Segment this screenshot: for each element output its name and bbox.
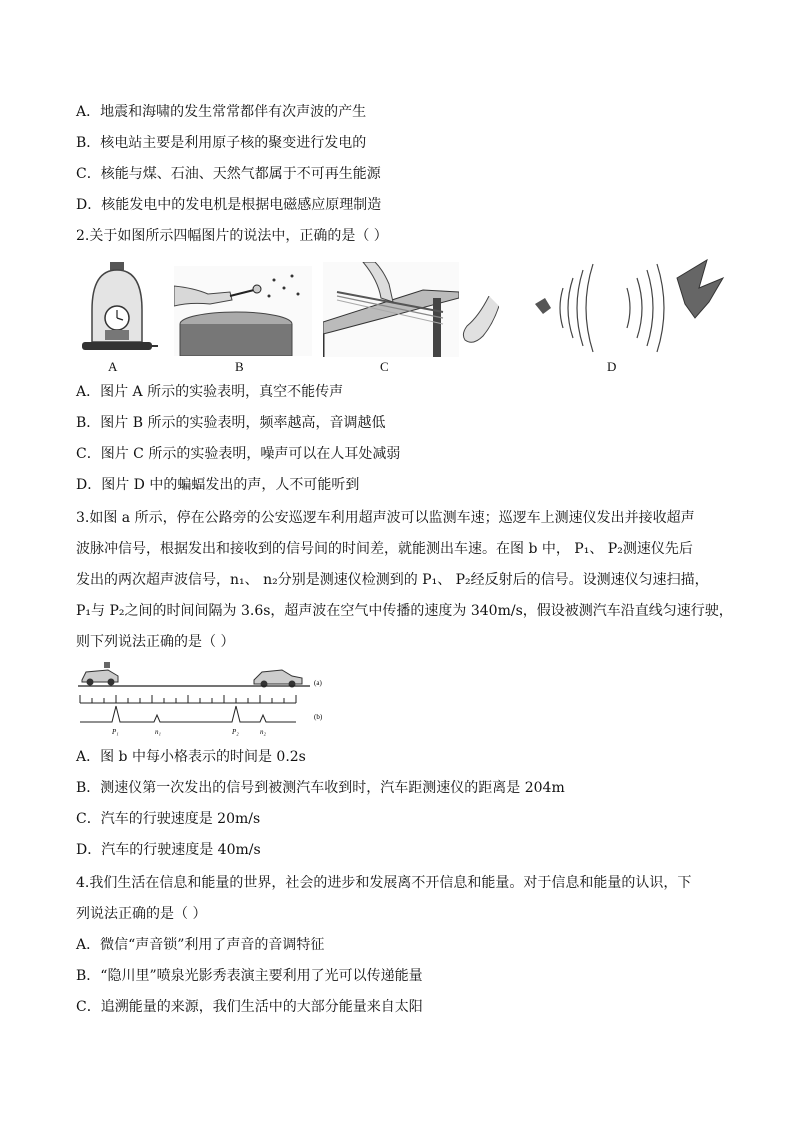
police-car-icon	[82, 662, 118, 686]
q4-stem-line-2: 列说法正确的是（ ）	[76, 906, 207, 922]
q4-option-c: C．追溯能量的来源，我们生活中的大部分能量来自太阳	[76, 999, 423, 1015]
q3-option-d: D．汽车的行驶速度是 40m/s	[76, 842, 261, 858]
label-n2: n₂	[260, 728, 266, 736]
car-icon	[254, 670, 302, 688]
ruler-table-figure	[323, 262, 459, 357]
q3-stem-line-4: P₁与 P₂之间的时间间隔为 3.6s，超声波在空气中传播的速度为 340m/s，假设被测汽车沿直线匀速行驶，	[76, 603, 733, 619]
fig-label-b: (b)	[314, 713, 323, 721]
label-n1: n₁	[155, 728, 161, 736]
q4-option-b: B．“隐川里”喷泉光影秀表演主要利用了光可以传递能量	[76, 968, 423, 984]
label-p1: P₁	[112, 728, 119, 736]
finger-figure	[459, 296, 499, 348]
q2-option-d: D．图片 D 中的蝙蝠发出的声，人不可能听到	[76, 477, 360, 493]
q3-option-c: C．汽车的行驶速度是 20m/s	[76, 811, 261, 827]
label-p2: P₂	[232, 728, 239, 736]
bell-jar-figure	[78, 260, 158, 358]
q4-option-a: A．微信“声音锁”利用了声音的音调特征	[76, 937, 325, 953]
q2-stem: 2.关于如图所示四幅图片的说法中，正确的是（ ）	[76, 228, 388, 244]
q1-option-c: C．核能与煤、石油、天然气都属于不可再生能源	[76, 166, 381, 182]
fig-label-b: B	[235, 359, 244, 374]
fig-label-a: A	[108, 359, 118, 374]
q2-option-b: B．图片 B 所示的实验表明，频率越高，音调越低	[76, 415, 386, 431]
q3-option-a: A．图 b 中每小格表示的时间是 0.2s	[76, 749, 306, 765]
q3-stem-line-2: 波脉冲信号，根据发出和接收到的信号间的时间差，就能测出车速。在图 b 中， P₁、 P₂测速仪先后	[76, 541, 693, 557]
q4-stem-line-1: 4.我们生活在信息和能量的世界，社会的进步和发展离不开信息和能量。对于信息和能量的认识，下	[76, 875, 692, 891]
q1-option-a: A．地震和海啸的发生常常都伴有次声波的产生	[76, 104, 367, 120]
fig-label-d: D	[607, 359, 617, 374]
fig-label-a: (a)	[314, 679, 322, 687]
q3-stem-line-1: 3.如图 a 所示，停在公路旁的公安巡逻车利用超声波可以监测车速；巡逻车上测速仪发出并接收超声	[76, 510, 695, 526]
q2-option-c: C．图片 C 所示的实验表明，噪声可以在人耳处减弱	[76, 446, 401, 462]
q3-option-b: B．测速仪第一次发出的信号到被测汽车收到时，汽车距测速仪的距离是 204m	[76, 780, 565, 796]
speed-measure-figure	[78, 658, 338, 738]
q3-stem-line-5: 则下列说法正确的是（ ）	[76, 634, 235, 650]
q1-option-b: B．核电站主要是利用原子核的聚变进行发电的	[76, 135, 367, 151]
q1-option-d: D．核能发电中的发电机是根据电磁感应原理制造	[76, 197, 382, 213]
q3-stem-line-3: 发出的两次超声波信号，n₁、 n₂分别是测速仪检测到的 P₁、 P₂经反射后的信号。设测速仪匀速扫描，	[76, 572, 709, 588]
fig-label-c: C	[380, 359, 389, 374]
drum-figure	[174, 266, 312, 356]
q2-option-a: A．图片 A 所示的实验表明，真空不能传声	[76, 384, 344, 400]
bat-sound-figure	[527, 258, 727, 358]
